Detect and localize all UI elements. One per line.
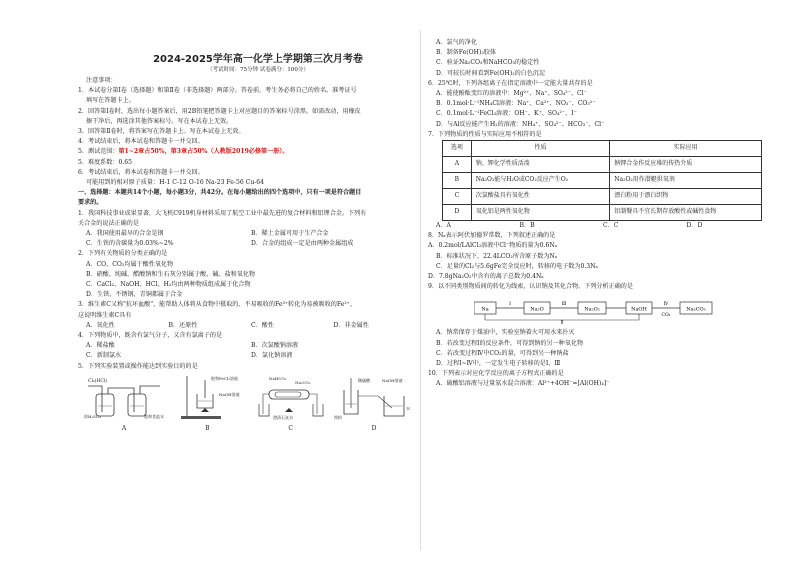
q4-stem: 4．下列物质中，既含有氯气分子，又含有氯离子的是 (78, 332, 223, 340)
table-cell: 铝制餐具不宜长期存放酸性或碱性食物 (610, 205, 762, 221)
table-header: 性质 (471, 141, 610, 157)
label-iron-powder: 铁粉 (333, 414, 342, 420)
node-naoh: NaOH (631, 306, 647, 313)
q3-option-a: A．氧化性 (86, 321, 115, 329)
node-na: Na (481, 306, 489, 313)
q9-conversion-diagram (474, 296, 770, 324)
beaker-heating-icon (167, 374, 247, 420)
q6-option-d: D．与Al反应能产生H₂的溶液：NH₄⁺、SO₄²⁻、HCO₃⁻、Cl⁻ (436, 120, 605, 128)
table-header: 实际应用 (610, 141, 762, 157)
test-scope: 第1~2章占50%，第3章占50%（人教版2019必修第一册）。 (118, 148, 289, 156)
q10-stem: 10．下列表示对应化学反应的离子方程式正确的是 (428, 370, 564, 378)
label-brine: 饱和食盐水 (144, 413, 164, 419)
atomic-masses: 可能用到的相对原子质量：H-1 C-12 O-16 Na-23 Fe-56 Cu-64 (86, 179, 265, 187)
q7-option-b: B．B (519, 222, 535, 230)
q3-option-c: C．酸性 (251, 321, 274, 329)
label-na2co3: Na₂CO₃ (294, 379, 311, 385)
q1-option-c: C．生铁的含碳量为0.03%~2% (86, 240, 174, 248)
q3-options (78, 321, 416, 331)
q9-option-d: D．过程Ⅰ~Ⅳ中，一定发生电子转移的是Ⅰ、Ⅲ (436, 360, 561, 368)
q4-option-b: B．次氯酸钠溶液 (251, 342, 299, 350)
label-conc-h2so4: 浓H₂SO₄ (84, 413, 101, 419)
apparatus-b-label: B (205, 424, 210, 432)
table-row (443, 189, 762, 205)
label-naoh-d: NaOH溶液 (381, 377, 403, 383)
q2-option-b: B．硝酸、纯碱、醋酸钠和生石灰分别属于酸、碱、盐和氧化物 (86, 270, 256, 278)
q6-stem: 6．25℃时，下列各组离子在指定溶液中一定能大量共存的是 (428, 79, 593, 87)
label-nahco3: NaHCO₃ (268, 375, 286, 381)
q1-options-cd (78, 239, 416, 249)
q1-option-b: B．稀土金属可用于生产合金 (251, 230, 329, 238)
q3-option-d: D．非金属性 (333, 321, 369, 329)
table-header: 选项 (443, 141, 472, 157)
table-cell: Na₂O₂用作潜艇供氧剂 (610, 173, 762, 189)
table-row (443, 205, 762, 221)
part-one-heading-cont: 要求的。 (78, 199, 103, 207)
step-1: Ⅰ (509, 302, 511, 308)
gas-washing-bottles-icon (84, 374, 164, 420)
q4-options-cd (78, 351, 416, 361)
part-one-heading: 一、选择题：本题共14个小题，每小题3分，共42分。在每小题给出的四个选项中，只有一项是符合题目 (78, 189, 362, 197)
page-subtitle: （考试时间：75分钟 试卷满分：100分） (207, 67, 309, 73)
q4-option-a: A．稀盐酸 (86, 342, 115, 350)
q7-option-d: D．D (686, 222, 703, 230)
q7-table (442, 140, 762, 221)
q8-option-a: A．0.2mol/LAlCl₃溶液中Cl⁻物质的量为0.6Nₐ (428, 242, 558, 250)
step-2: Ⅱ (560, 320, 564, 325)
right-column (428, 0, 770, 390)
table-cell: 次氯酸盐具有氧化性 (471, 189, 610, 205)
q1-option-d: D．合金的组成一定是由两种金属组成 (251, 240, 354, 248)
table-cell: 氧化铝是两性氧化物 (471, 205, 610, 221)
column-divider (420, 30, 421, 550)
q3-stem-cont: 这说明维生素C具有 (78, 311, 132, 319)
label-cl2-hcl: Cl₂(HCl) (88, 378, 108, 384)
q9-option-c: C．若改变过程Ⅳ中CO₂的量，可得到另一种钠盐 (436, 349, 569, 357)
note-5 (78, 147, 416, 157)
table-cell: Na₂O₂能与H₂O或CO₂反应产生O₂ (471, 173, 610, 189)
table-cell: B (443, 173, 472, 189)
q1-stem-cont: 关合金的说法正确的是 (78, 219, 139, 227)
q6-option-c: C．0.1mol·L⁻¹FeCl₃溶液：OH⁻、K⁺、SO₄²⁻、I⁻ (436, 110, 577, 118)
label-fecl3: 饱和FeCl₃溶液 (211, 375, 239, 381)
table-row (443, 157, 762, 173)
fe-oh2-setup-icon (334, 374, 414, 420)
q5-option-b: B．制备Fe(OH)₃胶体 (436, 49, 496, 57)
notes-heading: 注意事项： (86, 77, 117, 84)
step-4: Ⅳ (663, 302, 669, 308)
q5-option-d: D．可较长时间看到Fe(OH)₂的白色沉淀 (436, 69, 546, 77)
note-6: 6．考试结束后，将本试卷和答题卡一并交回。 (78, 168, 204, 176)
node-na2o2: Na₂O₂ (584, 306, 600, 313)
q9-stem: 9．以不同类别物质间的转化为线索，认识钠及其化合物。下列分析正确的是 (428, 283, 633, 291)
left-column (78, 0, 416, 432)
step-3: Ⅲ (561, 302, 567, 308)
q8-option-d: D．7.8gNa₂O₂中含有的离子总数为0.4Nₐ (428, 273, 544, 281)
q9-option-a: A．钠常保存于煤油中，实验室钠着火可用水来扑灭 (436, 329, 575, 337)
label-water: 水 (405, 405, 410, 411)
q2-stem: 2．下列有关物质的分类正确的是 (78, 250, 168, 258)
q9-option-b: B．若改变过程Ⅰ的反应条件，可得到钠的另一种氧化物 (436, 339, 584, 347)
q4-option-d: D．氯化钠溶液 (251, 352, 293, 360)
apparatus-c-label: C (288, 424, 293, 432)
table-cell: D (443, 205, 472, 221)
apparatus-a (84, 374, 164, 432)
apparatus-d (333, 374, 414, 432)
q1-stem: 1．我国科技事业成果显著，大飞机C919机身材料采用了航空工业中最先进的复合材料和铝锂合金。下列有 (78, 209, 367, 217)
q7-options (428, 221, 770, 231)
sodium-conversion-chain (474, 296, 724, 324)
apparatus-a-label: A (121, 424, 127, 432)
node-na2co3: Na₂CO₃ (686, 306, 706, 313)
note-2-cont: 擦干净后，再选涂其他答案标号。写在本试卷上无效。 (86, 117, 233, 125)
apparatus-c (251, 374, 331, 432)
step-4-reagent: CO₂ (661, 313, 671, 319)
q7-option-a: A．A (436, 222, 451, 230)
q5-option-c: C．验证Na₂CO₃和NaHCO₃的稳定性 (436, 59, 540, 67)
q8-stem: 8．Nₐ表示阿伏加德罗常数，下列叙述正确的是 (428, 232, 556, 240)
page-title: 2024-2025学年高一化学上学期第三次月考卷 (153, 54, 363, 65)
q3-option-b: B．还原性 (168, 321, 198, 329)
q4-option-c: C．新制氯水 (86, 352, 122, 360)
apparatus-d-label: D (371, 424, 377, 432)
label-naoh-b: NaOH溶液 (219, 391, 240, 397)
table-cell: 钠钾合金作反应堆的传热介质 (610, 157, 762, 173)
q5-apparatus-figures (84, 374, 414, 432)
q7-option-c: C．C (603, 222, 619, 230)
note-5-prefix: 5．测试范围： (78, 148, 119, 156)
q5-stem: 5．下列实验装置或操作能达到实验目的的是 (78, 362, 198, 370)
q5-option-a: A．氯气的净化 (436, 39, 477, 46)
q10-option-a: A．硫酸铝溶液与过量氨水混合溶液：Al³⁺+4OH⁻=[Al(OH)₄]⁻ (436, 380, 610, 388)
note-difficulty: 5．难度系数：0.65 (78, 158, 133, 166)
label-dilute-h2so4: 稀硫酸 (357, 377, 370, 383)
table-header-row (443, 141, 762, 157)
note-3: 3．回答第Ⅱ卷时，将答案写在答题卡上。写在本试卷上无效。 (78, 128, 245, 136)
note-1-cont: 填写在答题卡上。 (86, 97, 135, 105)
q8-option-c: C．足量的Cl₂与5.6gFe完全反应时，转移的电子数为0.3Nₐ (436, 262, 598, 270)
note-1: 1．本试卷分第Ⅰ卷（选择题）和第Ⅱ卷（非选择题）两部分。答卷前，考生务必将自己的姓名、准考证号 (78, 87, 357, 95)
node-na2o: Na₂O (530, 306, 544, 313)
q2-option-d: D．生铁、不锈钢、青铜都属于合金 (86, 291, 183, 299)
note-2: 2．回答第Ⅰ卷时，选出每小题答案后，用2B铅笔把答题卡上对应题目的答案标号涂黑。如需改动，用橡皮 (78, 107, 361, 115)
table-cell: 钠、钾化学性质活泼 (471, 157, 610, 173)
q8-option-b: B．标准状况下，22.4LCO₂所含原子数为Nₐ (436, 252, 558, 260)
q1-option-a: A．我国使用最早的合金是钢 (86, 230, 164, 238)
apparatus-b (167, 374, 247, 432)
q2-option-c: C．CaCl₂、NaOH、HCl、H₂均由两种物质组成属于化合物 (86, 281, 251, 289)
table-row (443, 173, 762, 189)
table-cell: 漂白粉用于漂白织物 (610, 189, 762, 205)
label-limewater: 澄清石灰水 (272, 414, 293, 420)
table-cell: A (443, 157, 472, 173)
q3-stem: 3．维生素C又称"抗坏血酸"，能帮助人体将从食物中摄取的、不易吸收的Fe³⁺转化为易被吸收的Fe²⁺， (78, 301, 357, 309)
q7-stem: 7．下列物质的性质与实际应用不相符的是 (428, 130, 542, 138)
q6-option-b: B．0.1mol·L⁻¹NH₄Cl溶液：Na⁺、Ca²⁺、NO₃⁻、CO₃²⁻ (436, 100, 596, 108)
q6-option-a: A．能使酚酞变红的溶液中：Mg²⁺、Na⁺、SO₄²⁻、Cl⁻ (436, 90, 587, 98)
q4-options-ab (78, 341, 416, 351)
q1-options-ab (78, 229, 416, 239)
table-cell: C (443, 189, 472, 205)
q2-option-a: A．CO、CO₂均属于酸性氧化物 (86, 260, 174, 268)
tube-in-tube-icon (251, 374, 331, 420)
note-4: 4．考试结束后，将本试卷和答题卡一并交回。 (78, 138, 204, 146)
